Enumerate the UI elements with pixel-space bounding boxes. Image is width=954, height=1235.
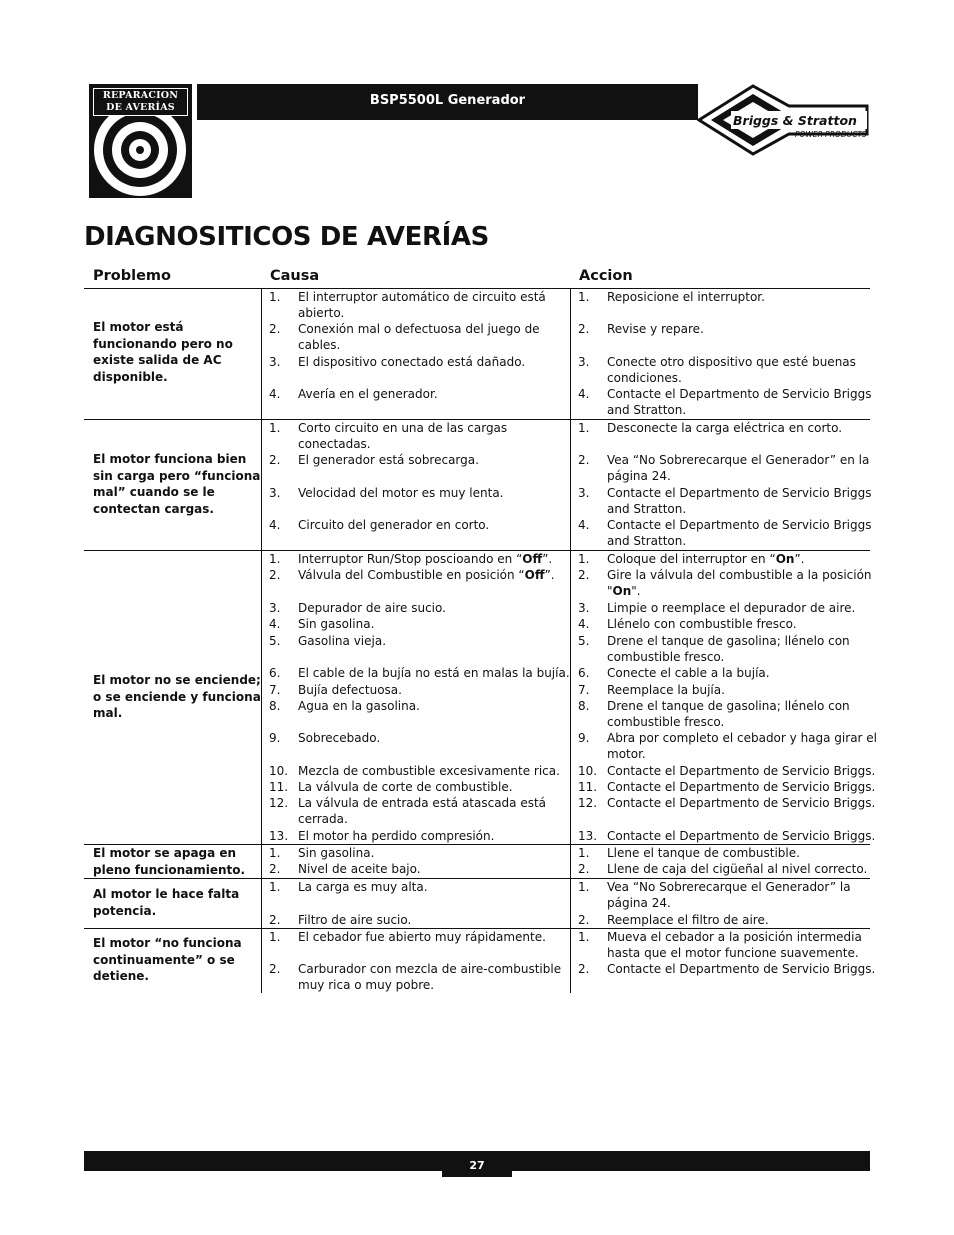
action-number: 1. — [578, 846, 590, 860]
cause-text: Válvula del Combustible en posición “Off”. — [298, 568, 555, 582]
action-number: 2. — [578, 322, 590, 336]
cause-text: Filtro de aire sucio. — [298, 913, 412, 927]
cause-number: 8. — [269, 699, 281, 713]
cause-number: 1. — [269, 552, 281, 566]
cause-text: El interruptor automático de circuito está abierto. — [298, 290, 546, 321]
action-text: Contacte el Departmento de Servicio Briggs. — [607, 796, 876, 810]
column-header-cause: Causa — [270, 268, 320, 284]
cause-number: 4. — [269, 518, 281, 532]
action-text: Gire la válvula del combustible a la posición "On". — [607, 568, 872, 599]
cause-number: 4. — [269, 387, 281, 401]
action-number: 2. — [578, 962, 590, 976]
cause-number: 9. — [269, 731, 281, 745]
action-text: Contacte el Departmento de Servicio Briggs. — [607, 829, 876, 843]
document-title: BSP5500L Generador — [369, 93, 526, 108]
cause-text: Sin gasolina. — [298, 846, 375, 860]
action-number: 1. — [578, 421, 590, 435]
cause-number: 6. — [269, 666, 281, 680]
cause-text: El cebador fue abierto muy rápidamente. — [298, 930, 546, 944]
action-number: 10. — [578, 764, 598, 778]
cause-number: 2. — [269, 453, 281, 467]
column-header-problem: Problemo — [93, 268, 171, 284]
action-number: 2. — [578, 453, 590, 467]
action-text: Drene el tanque de gasolina; llénelo con combustible fresco. — [607, 634, 850, 665]
cause-text: Bujía defectuosa. — [298, 683, 402, 697]
cause-text: Sin gasolina. — [298, 617, 375, 631]
action-text: Desconecte la carga eléctrica en corto. — [607, 421, 843, 435]
action-text: Contacte el Departmento de Servicio Briggs and Stratton. — [607, 387, 872, 418]
action-text: Contacte el Departmento de Servicio Briggs and Stratton. — [607, 518, 872, 549]
cause-text: La carga es muy alta. — [298, 880, 428, 894]
page-number: 27 — [442, 1151, 512, 1177]
cause-text: Agua en la gasolina. — [298, 699, 420, 713]
cause-number: 4. — [269, 617, 281, 631]
action-text: Mueva el cebador a la posición intermedia hasta que el motor funcione suavemente. — [607, 930, 862, 961]
action-number: 2. — [578, 862, 590, 876]
action-text: Llénelo con combustible fresco. — [607, 617, 797, 631]
cause-number: 2. — [269, 568, 281, 582]
action-number: 1. — [578, 290, 590, 304]
cause-number: 10. — [269, 764, 289, 778]
page-title: DIAGNOSITICOS DE AVERÍAS — [84, 222, 489, 252]
action-number: 5. — [578, 634, 590, 648]
action-text: Contacte el Departmento de Servicio Briggs and Stratton. — [607, 486, 872, 517]
cause-text: Mezcla de combustible excesivamente rica. — [298, 764, 560, 778]
cause-number: 1. — [269, 290, 281, 304]
action-number: 7. — [578, 683, 590, 697]
problem-text: El motor no se enciende; o se enciende y funciona mal. — [93, 673, 261, 720]
cause-text: El motor ha perdido compresión. — [298, 829, 495, 843]
problem-text: El motor está funcionando pero no existe salida de AC disponible. — [93, 320, 233, 384]
action-text: Llene de caja del cigüeñal al nivel correcto. — [607, 862, 868, 876]
section-badge-line2: DE AVERÍAS — [106, 102, 175, 113]
cause-text: La válvula de corte de combustible. — [298, 780, 513, 794]
cause-text: Sobrecebado. — [298, 731, 381, 745]
action-text: Drene el tanque de gasolina; llénelo con combustible fresco. — [607, 699, 850, 730]
action-number: 13. — [578, 829, 598, 843]
column-header-action: Accion — [579, 268, 633, 284]
brand-logo — [697, 84, 872, 160]
cause-text: Circuito del generador en corto. — [298, 518, 490, 532]
cause-number: 11. — [269, 780, 289, 794]
action-text: Reposicione el interruptor. — [607, 290, 765, 304]
action-number: 2. — [578, 913, 590, 927]
action-number: 3. — [578, 601, 590, 615]
column-divider — [570, 288, 571, 993]
cause-text: Interruptor Run/Stop poscioando en “Off”. — [298, 552, 553, 566]
cause-number: 2. — [269, 913, 281, 927]
cause-number: 1. — [269, 421, 281, 435]
cause-text: Gasolina vieja. — [298, 634, 387, 648]
problem-text: Al motor le hace falta potencia. — [93, 887, 240, 918]
action-text: Reemplace el filtro de aire. — [607, 913, 769, 927]
section-badge-line1: REPARACION — [102, 90, 179, 101]
cause-number: 3. — [269, 601, 281, 615]
column-divider — [261, 288, 262, 993]
action-text: Contacte el Departmento de Servicio Briggs. — [607, 780, 876, 794]
cause-number: 3. — [269, 486, 281, 500]
cause-number: 7. — [269, 683, 281, 697]
action-number: 6. — [578, 666, 590, 680]
action-number: 12. — [578, 796, 598, 810]
problem-text: El motor “no funciona continuamente” o se detiene. — [93, 936, 242, 983]
action-number: 4. — [578, 518, 590, 532]
cause-text: Carburador con mezcla de aire-combustible muy rica o muy pobre. — [298, 962, 562, 993]
action-text: Limpie o reemplace el depurador de aire. — [607, 601, 856, 615]
cause-number: 1. — [269, 880, 281, 894]
action-text: Vea “No Sobrerecarque el Generador” en la página 24. — [607, 453, 870, 484]
brand-sub: POWER PRODUCTS — [795, 130, 867, 139]
action-number: 11. — [578, 780, 598, 794]
target-icon — [89, 116, 192, 198]
action-text: Conecte el cable a la bujía. — [607, 666, 770, 680]
action-text: Coloque del interruptor en “On”. — [607, 552, 805, 566]
action-number: 3. — [578, 486, 590, 500]
cause-number: 2. — [269, 322, 281, 336]
cause-number: 1. — [269, 846, 281, 860]
cause-number: 2. — [269, 862, 281, 876]
action-number: 1. — [578, 880, 590, 894]
action-text: Conecte otro dispositivo que esté buenas condiciones. — [607, 355, 856, 386]
cause-number: 12. — [269, 796, 289, 810]
brand-name: Briggs & Stratton — [733, 113, 857, 128]
cause-text: La válvula de entrada está atascada está cerrada. — [298, 796, 547, 827]
action-text: Revise y repare. — [607, 322, 704, 336]
action-number: 8. — [578, 699, 590, 713]
cause-text: Corto circuito en una de las cargas conectadas. — [298, 421, 508, 452]
action-text: Llene el tanque de combustible. — [607, 846, 800, 860]
cause-text: El generador está sobrecarga. — [298, 453, 479, 467]
cause-text: Conexión mal o defectuosa del juego de cables. — [298, 322, 540, 353]
action-text: Contacte el Departmento de Servicio Briggs. — [607, 764, 876, 778]
action-number: 4. — [578, 387, 590, 401]
action-number: 1. — [578, 930, 590, 944]
action-text: Contacte el Departmento de Servicio Briggs. — [607, 962, 876, 976]
cause-text: Avería en el generador. — [298, 387, 438, 401]
cause-number: 2. — [269, 962, 281, 976]
briggs-stratton-logo-icon — [697, 84, 872, 156]
action-number: 4. — [578, 617, 590, 631]
cause-text: El cable de la bujía no está en malas la bujía. — [298, 666, 570, 680]
action-text: Abra por completo el cebador y haga girar el motor. — [607, 731, 878, 762]
action-number: 1. — [578, 552, 590, 566]
cause-number: 1. — [269, 930, 281, 944]
action-number: 9. — [578, 731, 590, 745]
action-number: 3. — [578, 355, 590, 369]
action-number: 2. — [578, 568, 590, 582]
cause-text: Velocidad del motor es muy lenta. — [298, 486, 504, 500]
cause-number: 5. — [269, 634, 281, 648]
cause-number: 13. — [269, 829, 289, 843]
problem-text: El motor se apaga en pleno funcionamiento. — [93, 846, 246, 877]
cause-number: 3. — [269, 355, 281, 369]
cause-text: El dispositivo conectado está dañado. — [298, 355, 526, 369]
section-badge-label — [93, 88, 188, 116]
action-text: Vea “No Sobrerecarque el Generador” la página 24. — [607, 880, 851, 911]
section-badge — [89, 84, 192, 198]
problem-text: El motor funciona bien sin carga pero “funciona mal” cuando se le contectan cargas. — [93, 452, 261, 516]
header-bar — [197, 84, 698, 120]
action-text: Reemplace la bujía. — [607, 683, 725, 697]
cause-text: Nivel de aceite bajo. — [298, 862, 421, 876]
cause-text: Depurador de aire sucio. — [298, 601, 446, 615]
